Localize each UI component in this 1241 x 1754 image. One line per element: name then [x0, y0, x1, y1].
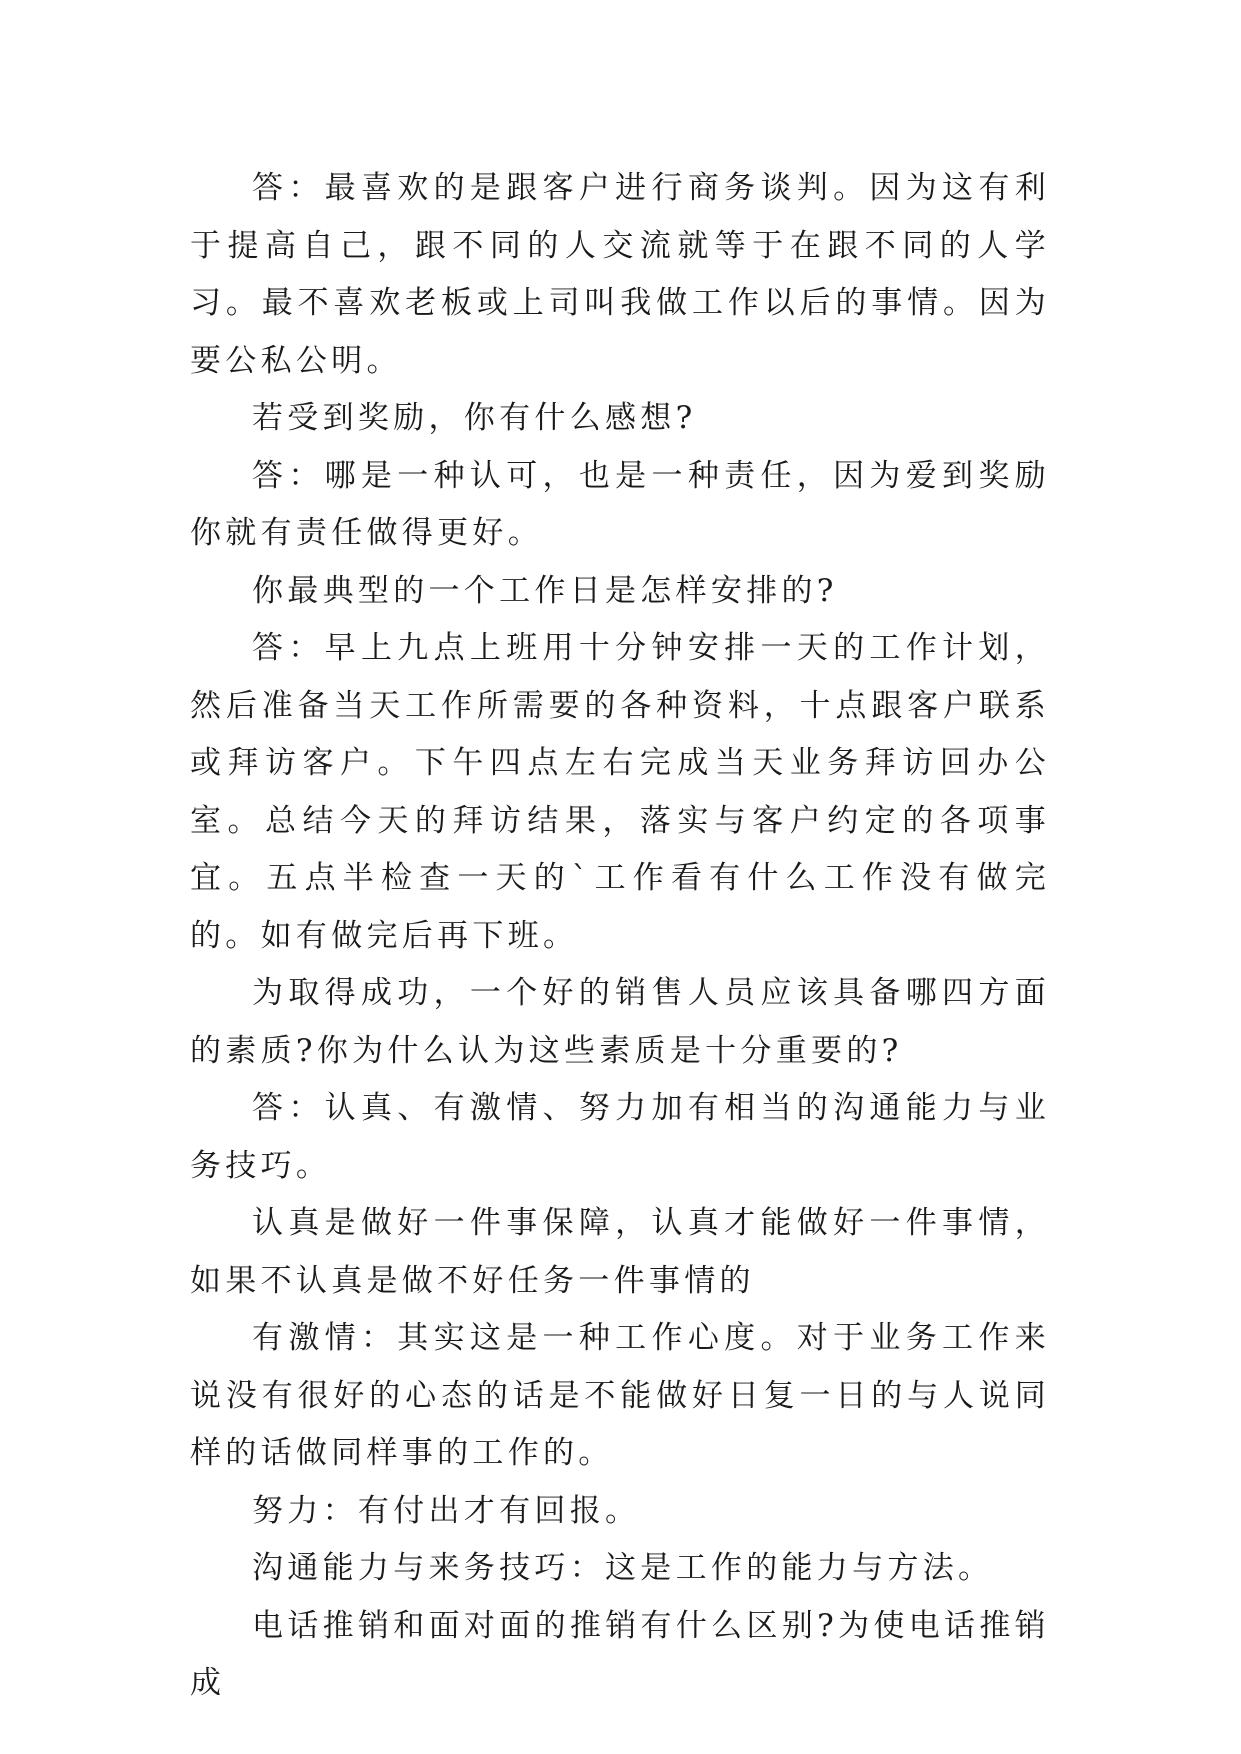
paragraph-question-phone-sales: 电话推销和面对面的推销有什么区别?为使电话推销成	[190, 1607, 1050, 1701]
paragraph-question-reward: 若受到奖励，你有什么感想?	[252, 400, 697, 436]
document-body	[190, 160, 1050, 1713]
paragraph-question-typical-day: 你最典型的一个工作日是怎样安排的?	[252, 572, 838, 609]
paragraph-answer-reward: 答：哪是一种认可，也是一种责任，因为爱到奖励你就有责任做得更好。	[190, 457, 1050, 551]
paragraph-answer-favorite-work: 答：最喜欢的是跟客户进行商务谈判。因为这有利于提高自己，跟不同的人交流就等于在跟不同的人学习。最不喜欢老板或上司叫我做工作以后的事情。因为要公私公明。	[190, 170, 1050, 379]
paragraph-seriousness: 认真是做好一件事保障，认真才能做好一件事情，如果不认真是做不好任务一件事情的	[190, 1205, 1050, 1299]
paragraph-communication-skills: 沟通能力与来务技巧：这是工作的能力与方法。	[252, 1550, 994, 1586]
paragraph-question-sales-qualities: 为取得成功，一个好的销售人员应该具备哪四方面的素质?你为什么认为这些素质是十分重要的?	[190, 975, 1050, 1069]
paragraph-effort: 努力：有付出才有回报。	[252, 1492, 641, 1529]
paragraph-answer-typical-day: 答：早上九点上班用十分钟安排一天的工作计划，然后准备当天工作所需要的各种资料，十点跟客户联系或拜访客户。下午四点左右完成当天业务拜访回办公室。总结今天的拜访结果，落实与客户约定的各项事宜。五点半检查一天的`工作看有什么工作没有做完的。如有做完后再下班。	[190, 630, 1050, 954]
paragraph-passion: 有激情：其实这是一种工作心度。对于业务工作来说没有很好的心态的话是不能做好日复一日的与人说同样的话做同样事的工作的。	[190, 1320, 1050, 1471]
paragraph-answer-sales-qualities: 答：认真、有激情、努力加有相当的沟通能力与业务技巧。	[190, 1090, 1050, 1184]
